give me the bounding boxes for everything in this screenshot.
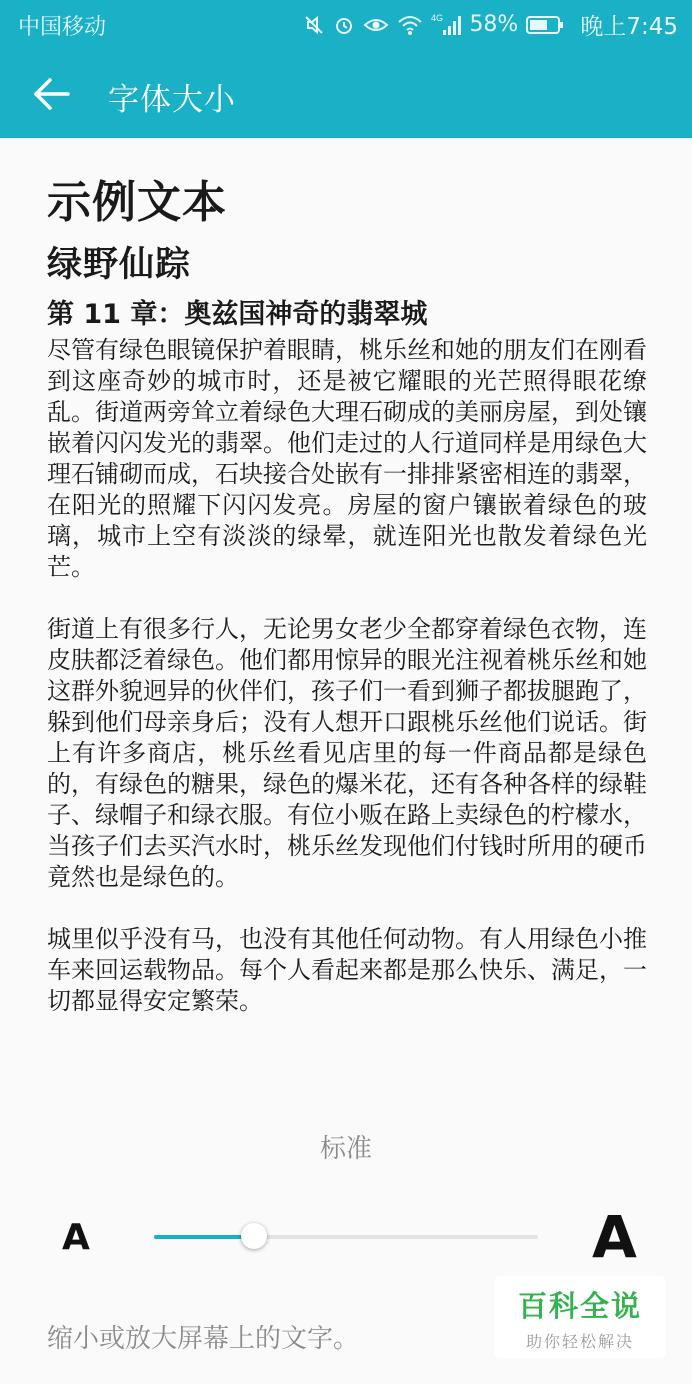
- page-title: 字体大小: [108, 82, 236, 118]
- preview-paragraph: 尽管有绿色眼镜保护着眼睛，桃乐丝和她的朋友们在刚看到这座奇妙的城市时，还是被它耀眼的光芒照得眼花缭乱。街道两旁耸立着绿色大理石砌成的美丽房屋，到处镶嵌着闪闪发光的翡翠。他们走过的人行道同样是用绿色大理石铺砌而成，石块接合处嵌有一排排紧密相连的翡翠，在阳光的照耀下闪闪发亮。房屋的窗户镶嵌着绿色的玻璃，城市上空有淡淡的绿晕，就连阳光也散发着绿色光芒。: [47, 336, 647, 581]
- preview-area: [47, 175, 647, 1017]
- preview-paragraph: 城里似乎没有马，也没有其他任何动物。有人用绿色小推车来回运载物品。每个人看起来都是那么快乐、满足，一切都显得安定繁荣。: [47, 925, 647, 1015]
- watermark-brand: 百科全说: [517, 1289, 642, 1323]
- large-font-indicator: A: [592, 1203, 637, 1271]
- back-button[interactable]: [26, 70, 78, 118]
- slider-fill: [154, 1235, 254, 1239]
- book-title: 绿野仙踪: [47, 245, 192, 285]
- carrier-name: 中国移动: [18, 15, 107, 40]
- battery-percentage: 58%: [469, 12, 519, 37]
- status-icons: [303, 8, 678, 41]
- status-bar: [0, 0, 692, 48]
- network-type: 4G: [431, 12, 444, 23]
- battery-icon: [526, 15, 564, 35]
- small-font-indicator: A: [62, 1217, 90, 1258]
- arrow-left-icon: [26, 103, 78, 122]
- watermark-logo: [494, 1276, 666, 1358]
- hint-text: 缩小或放大屏幕上的文字。: [47, 1324, 360, 1354]
- eye-comfort-icon: [363, 14, 389, 36]
- toolbar: [0, 48, 692, 138]
- font-size-slider[interactable]: [154, 1222, 538, 1252]
- preview-paragraph: 街道上有很多行人，无论男女老少全都穿着绿色衣物，连皮肤都泛着绿色。他们都用惊异的眼光注视着桃乐丝和她这群外貌迥异的伙伴们，孩子们一看到狮子都拔腿跑了，躲到他们母亲身后；没有人想开口跟桃乐丝他们说话。街上有许多商店，桃乐丝看见店里的每一件商品都是绿色的，有绿色的糖果，绿色的爆米花，还有各种各样的绿鞋子、绿帽子和绿衣服。有位小贩在路上卖绿色的柠檬水，当孩子们去买汽水时，桃乐丝发现他们付钱时所用的硬币竟然也是绿色的。: [47, 615, 647, 891]
- status-time: 晚上7:45: [580, 14, 678, 40]
- watermark-slogan: 助你轻松解决: [525, 1332, 634, 1351]
- current-size-label: 标准: [319, 1134, 372, 1164]
- app-bar: [0, 0, 692, 138]
- signal-icon: [431, 13, 461, 37]
- sample-heading: 示例文本: [47, 177, 227, 228]
- alarm-icon: [333, 14, 355, 36]
- slider-thumb[interactable]: [241, 1223, 267, 1249]
- wifi-icon: [397, 14, 423, 36]
- chapter-title: 第 11 章：奥兹国神奇的翡翠城: [47, 299, 428, 330]
- mute-icon: [303, 14, 325, 36]
